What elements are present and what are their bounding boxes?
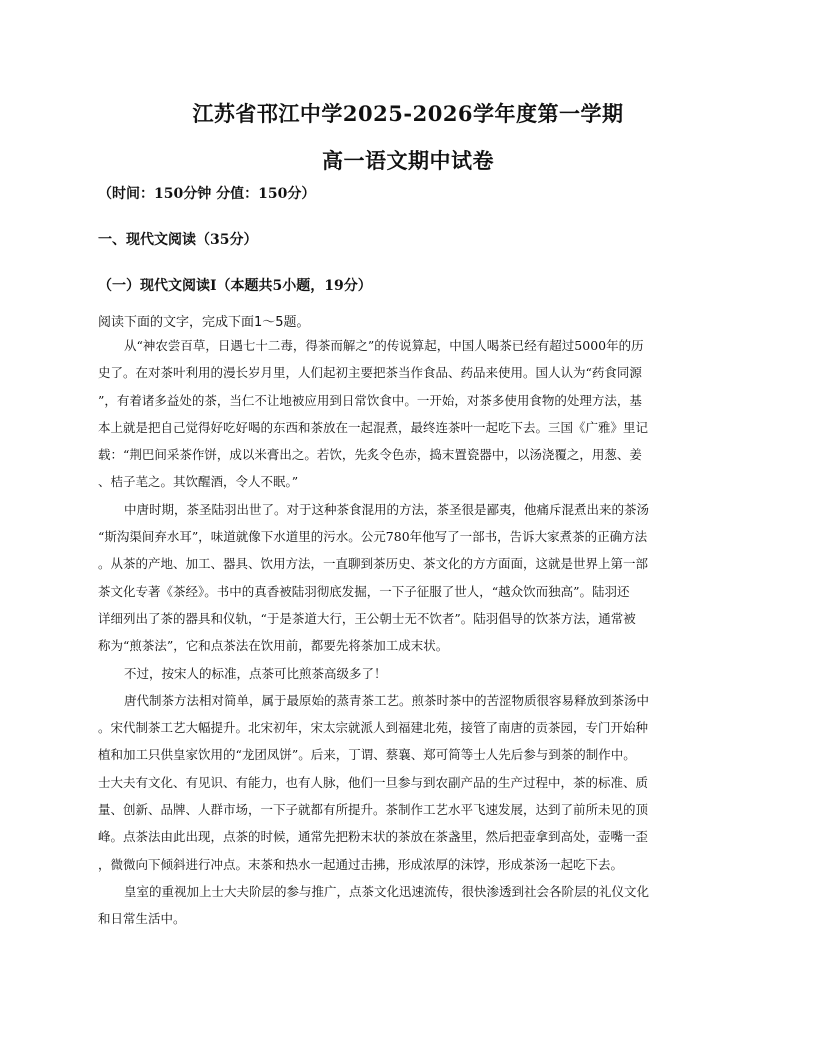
document-subtitle: 高一语文期中试卷 (322, 148, 494, 173)
document-title: 江苏省邗江中学2025-2026学年度第一学期 (192, 101, 624, 126)
passage-line: 详细列出了茶的器具和仪轨，“于是茶道大行，王公朝士无不饮者”。陆羽倡导的饮茶方法，通常被 (98, 610, 636, 626)
passage-line: 中唐时期，茶圣陆羽出世了。对于这种茶食混用的方法，茶圣很是鄙夷，他痛斥混煮出来的茶汤 (124, 501, 650, 517)
passage-line: 峰。点茶法由此出现，点茶的时候，通常先把粉末状的茶放在茶盏里，然后把壶拿到高处，壶嘴一歪 (98, 829, 649, 845)
passage-body (98, 332, 718, 933)
passage-line: 不过，按宋人的标准，点茶可比煎茶高级多了！ (124, 665, 387, 681)
passage-line: 。宋代制茶工艺大幅提升。北宋初年，宋太宗就派人到福建北苑，接管了南唐的贡茶园，专门开始种 (98, 720, 649, 736)
passage-line: “斯沟渠间弃水耳”，味道就像下水道里的污水。公元780年他写了一部书，告诉大家煮茶的正确方法 (98, 529, 648, 545)
passage-line: 、桔子芼之。其饮醒酒，令人不眠。” (98, 474, 299, 490)
section-heading: 一、现代文阅读（35分） (98, 232, 258, 248)
passage-line: 和日常生活中。 (98, 911, 186, 927)
passage-line: 史了。在对茶叶利用的漫长岁月里，人们起初主要把茶当作食品、药品来使用。国人认为“药食同源 (98, 365, 642, 381)
passage-line: 载：“荆巴间采茶作饼，成以米膏出之。若饮，先炙令色赤，捣末置瓷器中，以汤浇覆之，用葱、姜 (98, 447, 642, 463)
passage-line: 茶文化专著《茶经》。书中的真香被陆羽彻底发掘，一下子征服了世人，“越众饮而独高”。陆羽还 (98, 583, 630, 599)
reading-instruction: 阅读下面的文字，完成下面1～5题。 (98, 315, 310, 330)
passage-line: 。从茶的产地、加工、器具、饮用方法，一直聊到茶历史、茶文化的方方面面，这就是世界上第一部 (98, 556, 649, 572)
exam-info: （时间：150分钟 分值：150分） (98, 186, 316, 202)
passage-line: ”，有着诸多益处的茶，当仁不让地被应用到日常饮食中。一开始，对茶多使用食物的处理方法，基 (98, 392, 642, 408)
passage-line: 唐代制茶方法相对简单，属于最原始的蒸青茶工艺。煎茶时茶中的苦涩物质很容易释放到茶汤中 (124, 692, 650, 708)
passage-line: ，微微向下倾斜进行冲点。末茶和热水一起通过击拂，形成浓厚的沫饽，形成茶汤一起吃下去。 (98, 856, 624, 872)
passage-line: 士大夫有文化、有见识、有能力，也有人脉，他们一旦参与到农副产品的生产过程中，茶的标准、质 (98, 774, 649, 790)
passage-line: 本上就是把自己觉得好吃好喝的东西和茶放在一起混煮，最终连茶叶一起吃下去。三国《广雅》里记 (98, 419, 649, 435)
passage-line: 植和加工只供皇家饮用的“龙团凤饼”。后来，丁谓、蔡襄、郑可简等士人先后参与到茶的制作中。 (98, 747, 636, 763)
passage-line: 从“神农尝百草，日遇七十二毒，得茶而解之”的传说算起，中国人喝茶已经有超过5000年的历 (124, 338, 644, 353)
passage-line: 称为“煎茶法”，它和点茶法在饮用前，都要先将茶加工成末状。 (98, 638, 449, 654)
passage-line: 量、创新、品牌、人群市场，一下子就都有所提升。茶制作工艺水平飞速发展，达到了前所未见的顶 (98, 802, 649, 818)
subsection-heading: （一）现代文阅读Ⅰ（本题共5小题，19分） (98, 278, 372, 294)
passage-line: 皇室的重视加上士大夫阶层的参与推广，点茶文化迅速流传，很快渗透到社会各阶层的礼仪文化 (124, 883, 650, 899)
